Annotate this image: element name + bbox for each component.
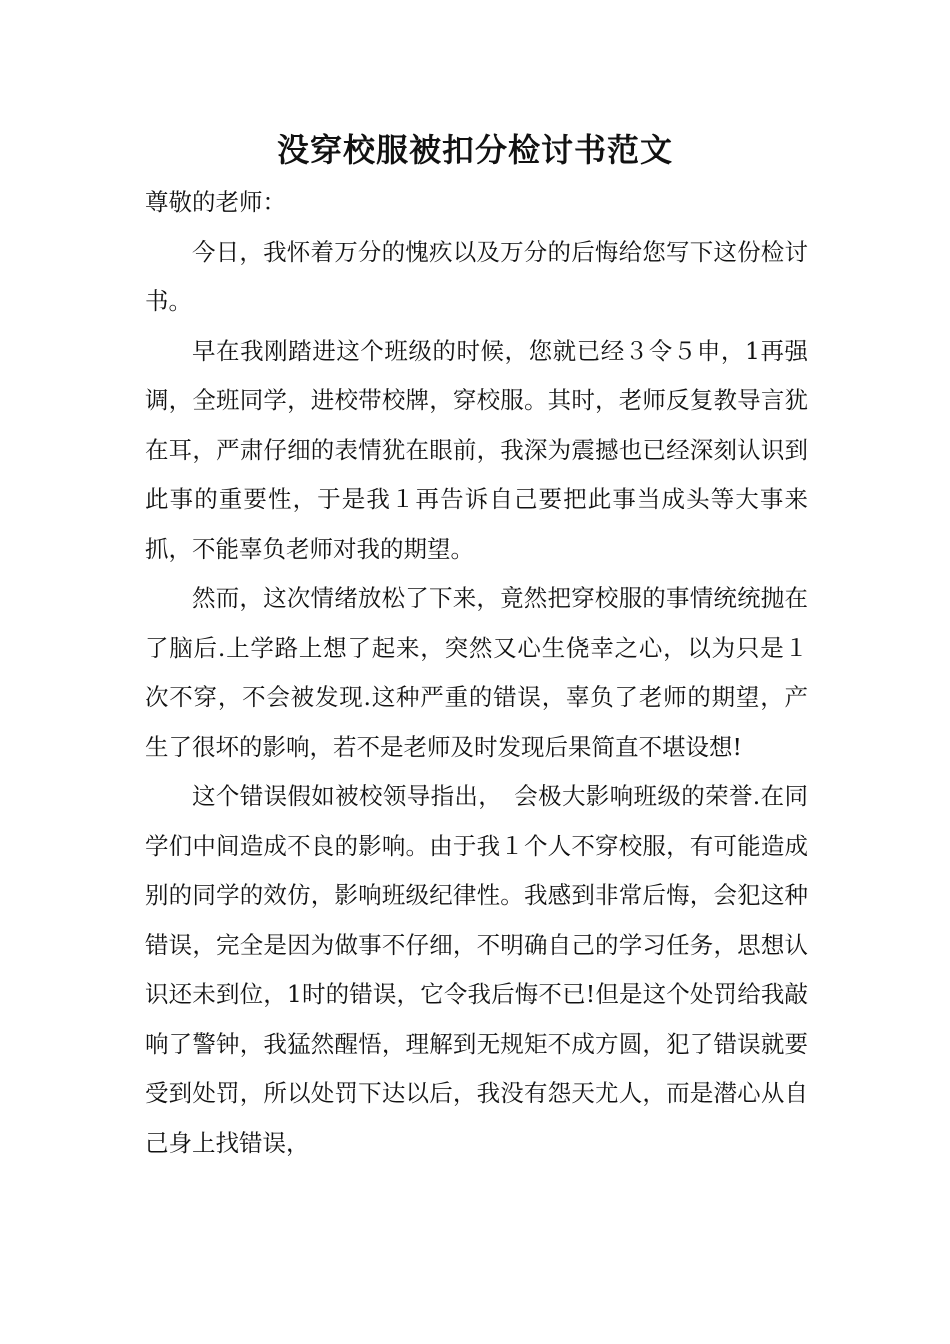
paragraph-3: 然而，这次情绪放松了下来，竟然把穿校服的事情统统抛在了脑后.上学路上想了起来，突然又心生侥幸之心，以为只是１次不穿，不会被发现.这种严重的错误，辜负了老师的期望，产生了很坏的影响，若不是老师及时发现后果简直不堪设想!	[145, 584, 808, 761]
paragraph-2: 早在我刚踏进这个班级的时候，您就已经３令５申，1再强调，全班同学，进校带校牌，穿校服。其时，老师反复教导言犹在耳，严肃仔细的表情犹在眼前，我深为震撼也已经深刻认识到此事的重要性，于是我１再告诉自己要把此事当成头等大事来抓，不能辜负老师对我的期望。	[145, 336, 808, 563]
paragraph-4: 这个错误假如被校领导指出， 会极大影响班级的荣誉.在同学们中间造成不良的影响。由于我１个人不穿校服，有可能造成别的同学的效仿，影响班级纪律性。我感到非常后悔，会犯这种错误，完全是因为做事不仔细，不明确自己的学习任务，思想认识还未到位，1时的错误，它令我后悔不已!但是这个处罚给我敲响了警钟，我猛然醒悟，理解到无规矩不成方圆，犯了错误就要受到处罚，所以处罚下达以后，我没有怨天尤人，而是潜心从自己身上找错误，	[145, 782, 808, 1157]
document-body	[145, 178, 808, 1168]
salutation: 尊敬的老师：	[145, 188, 286, 216]
document-title: 没穿校服被扣分检讨书范文	[276, 131, 673, 169]
paragraph-1: 今日，我怀着万分的愧疚以及万分的后悔给您写下这份检讨书。	[145, 237, 808, 315]
